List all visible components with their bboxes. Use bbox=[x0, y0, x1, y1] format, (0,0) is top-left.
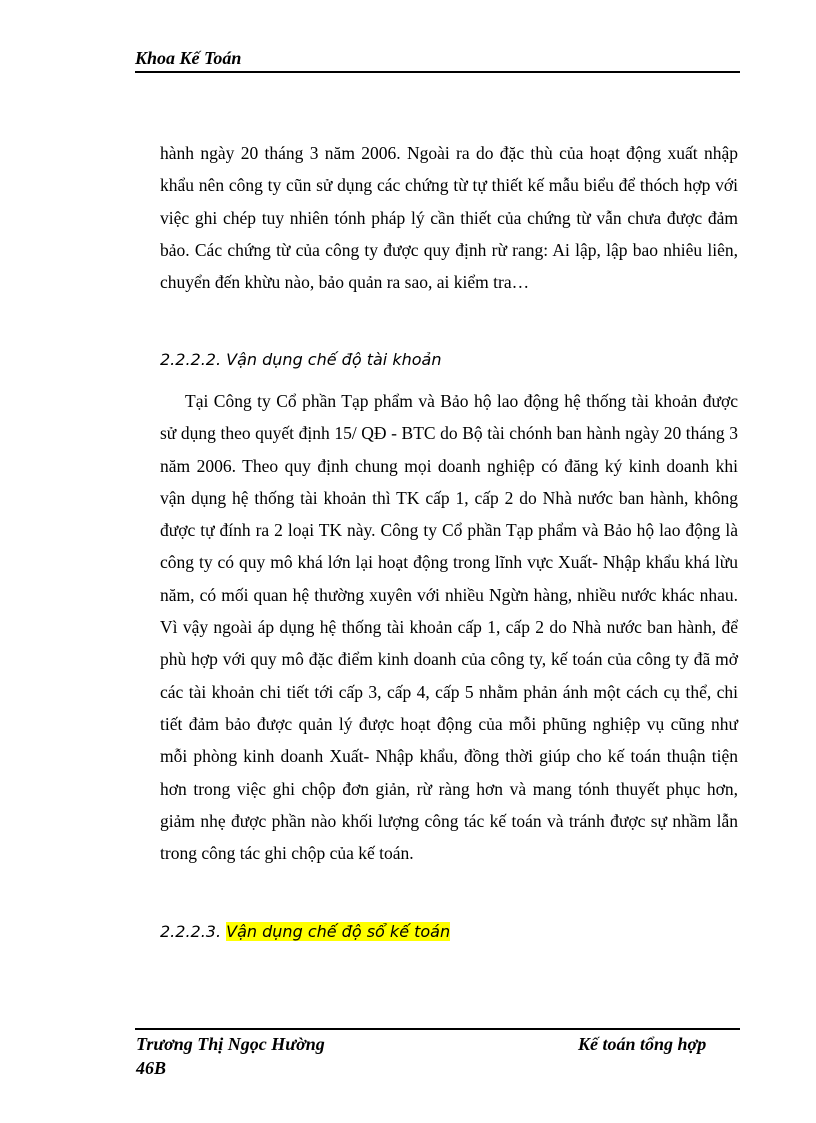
footer-author: Trương Thị Ngọc Hường bbox=[136, 1034, 325, 1054]
section-heading-2-2-2-2: 2.2.2.2. Vận dụng chế độ tài khoản bbox=[160, 350, 442, 369]
paragraph-2: Tại Công ty Cổ phần Tạp phẩm và Bảo hộ lao động hệ thống tài khoản được sử dụng theo quyết định 15/ QĐ - BTC do Bộ tài chónh ban hành ngày 20 tháng 3 năm 2006. Theo quy định chung mọi doanh nghiệp có đăng ký kinh doanh khi vận dụng hệ thống tài khoản thì TK cấp 1, cấp 2 do Nhà nước ban hành, không được tự đính ra 2 loại TK này. Công ty Cổ phần Tạp phẩm và Bảo hộ lao động là công ty có quy mô khá lớn lại hoạt động trong lĩnh vực Xuất- Nhập khẩu khá lừu năm, có mối quan hệ thường xuyên với nhiều Ngừn hàng, nhiều nước khác nhau. Vì vậy ngoài áp dụng hệ thống tài khoản cấp 1, cấp 2 do Nhà nước ban hành, để phù hợp với quy mô đặc điểm kinh doanh của công ty, kế toán của công ty đã mở các tài khoản chi tiết tới cấp 3, cấp 4, cấp 5 nhằm phản ánh một cách cụ thể, chi tiết đảm bảo được quản lý được hoạt động của mỗi phũng nghiệp vụ cũng như mỗi phòng kinh doanh Xuất- Nhập khẩu, đồng thời giúp cho kế toán thuận tiện hơn trong việc ghi chộp đơn giản, rừ ràng hơn và mang tónh thuyết phục hơn, giảm nhẹ được phần nào khối lượng công tác kế toán và tránh được sự nhầm lẫn trong công tác ghi chộp của kế toán. bbox=[160, 391, 738, 864]
section-heading-2-2-2-3 bbox=[160, 922, 450, 941]
highlighted-heading-text: Vận dụng chế độ sổ kế toán bbox=[226, 922, 451, 941]
footer-major: Kế toán tổng hợp bbox=[578, 1034, 707, 1054]
section-number: 2.2.2.3. bbox=[160, 922, 222, 941]
header-divider bbox=[135, 71, 740, 73]
footer-class: 46B bbox=[136, 1058, 167, 1078]
page-header-title: Khoa Kế Toán bbox=[135, 48, 242, 68]
paragraph-1: hành ngày 20 tháng 3 năm 2006. Ngoài ra do đặc thù của hoạt động xuất nhập khẩu nên công ty cũn sử dụng các chứng từ tự thiết kế mẫu biểu để thóch hợp với việc ghi chép tuy nhiên tónh pháp lý cần thiết của chứng từ vẫn chưa được đảm bảo. Các chứng từ của công ty được quy định rừ rang: Ai lập, lập bao nhiêu liên, chuyển đến khừu nào, bảo quản ra sao, ai kiểm tra… bbox=[160, 143, 738, 293]
footer-divider bbox=[135, 1028, 740, 1030]
